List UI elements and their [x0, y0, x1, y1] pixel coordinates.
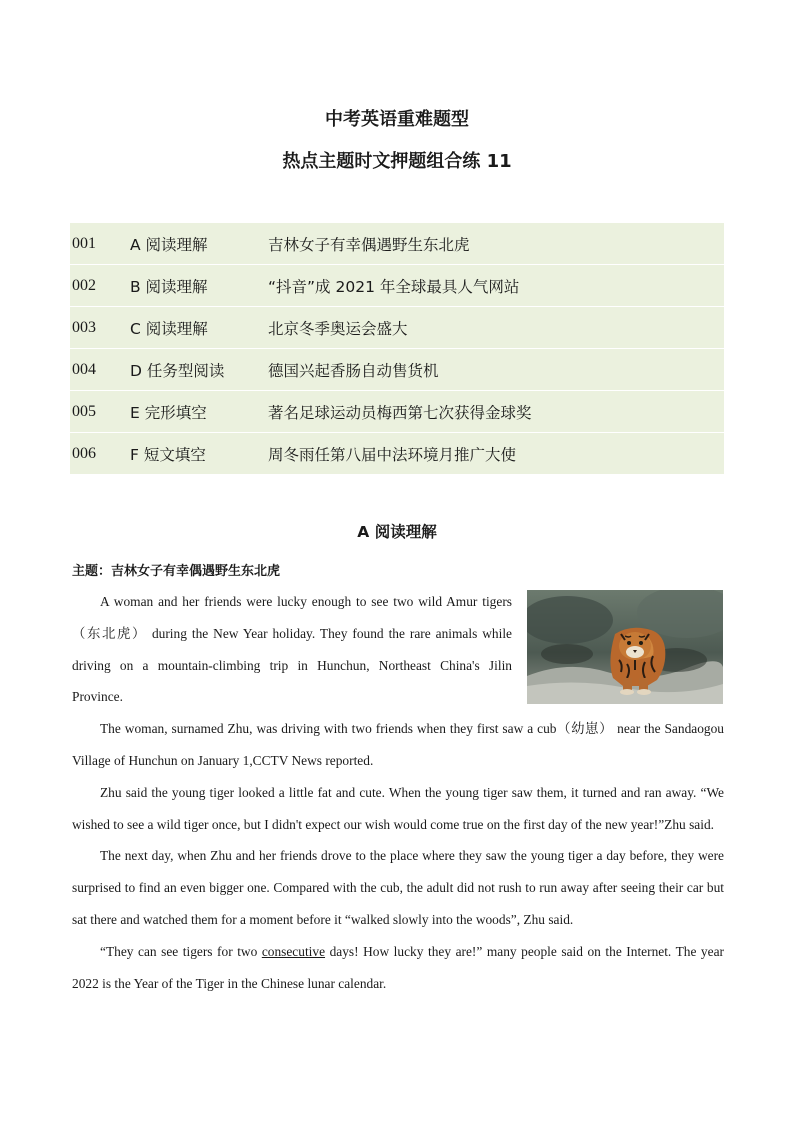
toc-topic: 著名足球运动员梅西第七次获得金球奖 — [268, 403, 532, 422]
toc-number: 002 — [72, 276, 96, 294]
toc-row — [70, 391, 724, 433]
toc-row — [70, 223, 724, 265]
toc-type: C 阅读理解 — [130, 319, 208, 338]
toc-topic: 北京冬季奥运会盛大 — [268, 319, 408, 338]
underlined-word: consecutive — [261, 943, 326, 959]
article-paragraph: Zhu said the young tiger looked a little fat and cute. When the young tiger saw them, it turned and ran away. “We wished to see a wild tiger once, but I didn't expect our wish would come true on the first day of the new year!”Zhu said. — [72, 784, 724, 832]
toc-number: 004 — [72, 360, 96, 378]
contents-table — [70, 223, 724, 475]
toc-row — [70, 433, 724, 475]
toc-topic: 周冬雨任第八届中法环境月推广大使 — [268, 445, 517, 464]
toc-type: B 阅读理解 — [130, 277, 208, 296]
toc-type: D 任务型阅读 — [130, 361, 225, 380]
text-run: days! How lucky they are!” many people said on the Internet. The year 2022 is the Year of the Tiger in the Chinese lunar calendar. — [72, 943, 724, 991]
article-paragraph: The woman, surnamed Zhu, was driving with two friends when they first saw a cub（幼崽） near the Sandaogou Village of Hunchun on January 1,CCTV News reported. — [72, 721, 724, 768]
toc-topic: 德国兴起香肠自动售货机 — [268, 361, 439, 380]
text-run: “They can see tigers for two — [100, 943, 262, 959]
toc-topic: 吉林女子有幸偶遇野生东北虎 — [268, 235, 470, 254]
article-paragraph — [72, 936, 724, 1000]
toc-type: E 完形填空 — [130, 403, 207, 422]
toc-topic: “抖音”成 2021 年全球最具人气网站 — [268, 277, 520, 296]
toc-row — [70, 349, 724, 391]
toc-number: 001 — [72, 234, 96, 252]
toc-number: 005 — [72, 402, 96, 420]
toc-number: 006 — [72, 444, 96, 462]
toc-row — [70, 307, 724, 349]
toc-row — [70, 265, 724, 307]
article-body — [72, 586, 724, 999]
toc-number: 003 — [72, 318, 96, 336]
toc-type: F 短文填空 — [130, 445, 206, 464]
document-title: 中考英语重难题型 — [325, 109, 469, 130]
article-paragraph: The next day, when Zhu and her friends drove to the place where they saw the young tiger a day before, they were surprised to find an even bigger one. Compared with the cub, the adult did not rush to run away after seeing their car but sat there and watched them for a moment before it “walked slowly into the woods”, Zhu said. — [72, 848, 724, 927]
toc-type: A 阅读理解 — [130, 235, 208, 254]
section-topic: 主题：吉林女子有幸偶遇野生东北虎 — [72, 564, 281, 579]
section-title: A 阅读理解 — [357, 523, 437, 541]
document-subtitle: 热点主题时文押题组合练 11 — [282, 151, 512, 172]
article-paragraph: A woman and her friends were lucky enough to see two wild Amur tigers（东北虎） during the New Year holiday. They found the rare animals while driving on a mountain-climbing trip in Hunchun, Northeast China's Jilin Province. — [72, 594, 512, 705]
